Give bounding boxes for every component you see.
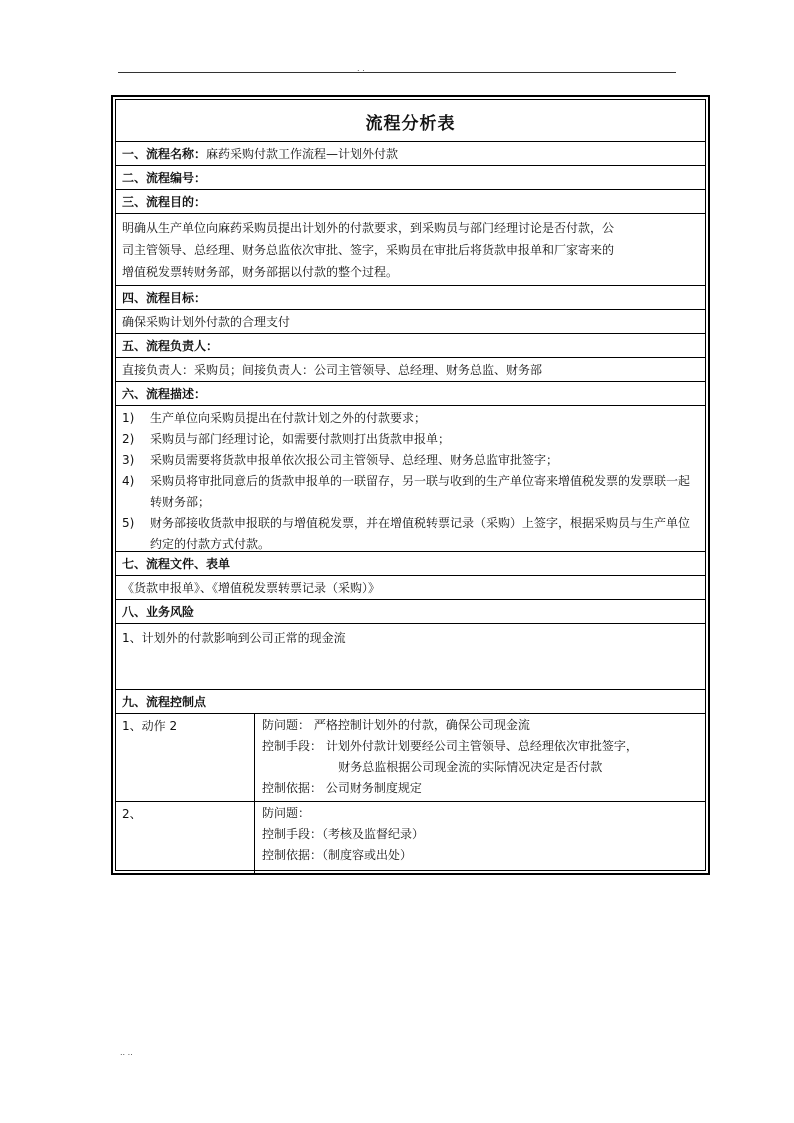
control-2-action: 2、 xyxy=(122,807,142,821)
risk-row xyxy=(116,624,705,690)
process-name-label: 一、流程名称： xyxy=(122,147,207,161)
docs-value: 《货款申报单》、《增值税发票转票记录（采购）》 xyxy=(122,581,381,595)
desc-label: 六、流程描述： xyxy=(122,387,207,401)
step-number: 2) xyxy=(122,432,135,446)
title-row xyxy=(116,100,705,142)
header-dots: . . xyxy=(357,64,365,73)
process-no-label: 二、流程编号： xyxy=(122,171,207,185)
column-divider xyxy=(254,802,255,874)
target-row xyxy=(116,310,705,334)
header-rule xyxy=(118,72,676,73)
docs-label-row xyxy=(116,552,705,576)
desc-label-row xyxy=(116,382,705,406)
owner-label: 五、流程负责人： xyxy=(122,339,219,353)
step-number: 1) xyxy=(122,411,135,425)
control-2-line: 控制手段：（考核及监督纪录） xyxy=(262,827,425,841)
step-text: 生产单位向采购员提出在付款计划之外的付款要求； xyxy=(150,411,427,425)
process-no-row xyxy=(116,166,705,190)
column-divider xyxy=(254,714,255,802)
risk-label: 八、业务风险 xyxy=(122,605,195,619)
step-number: 4) xyxy=(122,474,135,488)
step-number: 5) xyxy=(122,516,135,530)
control-1-line: 财务总监根据公司现金流的实际情况决定是否付款 xyxy=(262,760,603,774)
docs-label: 七、流程文件、表单 xyxy=(122,557,231,571)
table-title: 流程分析表 xyxy=(365,114,456,134)
owner-row xyxy=(116,358,705,382)
step-text: 采购员与部门经理讨论，如需要付款则打出货款申报单； xyxy=(150,432,451,446)
control-label: 九、流程控制点 xyxy=(122,695,207,709)
control-2-line: 控制依据：（制度容或出处） xyxy=(262,848,413,862)
step-text: 采购员需要将货款申报单依次报公司主管领导、总经理、财务总监审批签字； xyxy=(150,453,559,467)
process-name-cell xyxy=(122,143,398,165)
footer-dots: .. .. xyxy=(120,1048,133,1057)
purpose-line-2: 司主管领导、总经理、财务总监依次审批、签字，采购员在审批后将货款申报单和厂家寄来的 xyxy=(122,243,615,257)
control-row-2 xyxy=(116,802,705,874)
risk-value: 1、计划外的付款影响到公司正常的现金流 xyxy=(122,631,346,645)
control-label-row xyxy=(116,690,705,714)
control-row-1 xyxy=(116,714,705,802)
target-label-row xyxy=(116,286,705,310)
table-inner xyxy=(115,99,706,871)
target-value: 确保采购计划外付款的合理支付 xyxy=(122,315,291,329)
purpose-row xyxy=(116,214,705,286)
step-number: 3) xyxy=(122,453,135,467)
control-2-line: 防问题： xyxy=(262,806,311,820)
step-text: 采购员将审批同意后的货款申报单的一联留存，另一联与收到的生产单位寄来增值税发票的发票联一起转财务部； xyxy=(150,474,691,509)
owner-value: 直接负责人：采购员；间接负责人：公司主管领导、总经理、财务总监、财务部 xyxy=(122,363,543,377)
process-analysis-table xyxy=(111,95,710,875)
target-label: 四、流程目标： xyxy=(122,291,207,305)
docs-row xyxy=(116,576,705,600)
process-name-row xyxy=(116,142,705,166)
purpose-line-3: 增值税发票转财务部，财务部据以付款的整个过程。 xyxy=(122,265,399,279)
purpose-label: 三、流程目的： xyxy=(122,195,207,209)
owner-label-row xyxy=(116,334,705,358)
control-1-line: 控制依据： 公司财务制度规定 xyxy=(262,781,422,795)
control-1-line: 防问题： 严格控制计划外的付款，确保公司现金流 xyxy=(262,718,530,732)
purpose-line-1: 明确从生产单位向麻药采购员提出计划外的付款要求，到采购员与部门经理讨论是否付款，公 xyxy=(122,221,615,235)
risk-label-row xyxy=(116,600,705,624)
control-1-action: 1、动作 2 xyxy=(122,719,178,733)
purpose-label-row xyxy=(116,190,705,214)
control-1-line: 控制手段： 计划外付款计划要经公司主管领导、总经理依次审批签字， xyxy=(262,739,638,753)
step-text: 财务部接收货款申报联的与增值税发票，并在增值税转票记录（采购）上签字，根据采购员与生产单位约定的付款方式付款。 xyxy=(150,516,691,551)
steps-row xyxy=(116,406,705,552)
process-name-value: 麻药采购付款工作流程—计划外付款 xyxy=(206,147,399,161)
